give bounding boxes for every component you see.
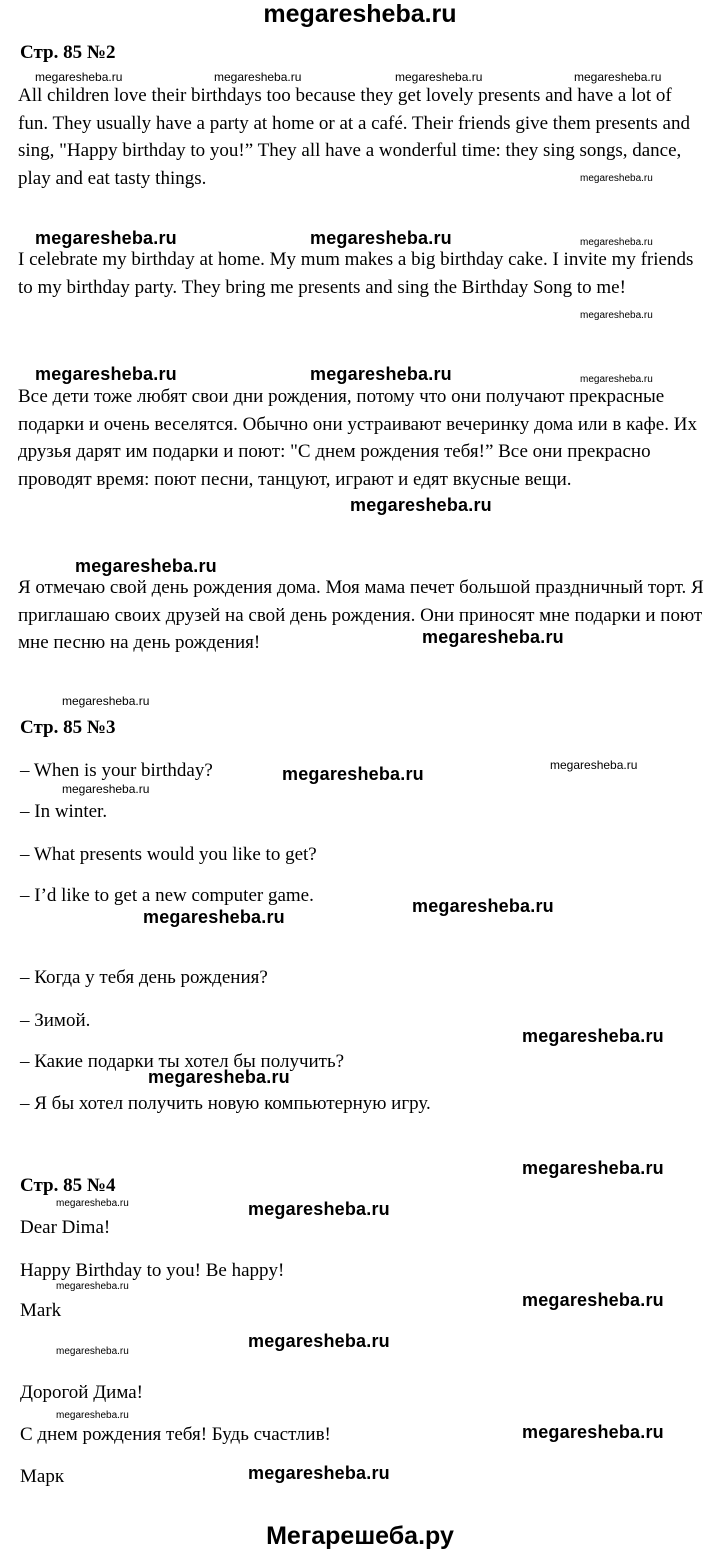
dialogue-line: – What presents would you like to get? (20, 844, 317, 865)
watermark: megaresheba.ru (248, 1331, 390, 1351)
watermark: megaresheba.ru (522, 1158, 664, 1178)
watermark: megaresheba.ru (412, 896, 554, 916)
letter-line: Happy Birthday to you! Be happy! (20, 1260, 285, 1281)
watermark: megaresheba.ru (580, 374, 653, 385)
exercise-3-heading: Стр. 85 №3 (20, 717, 116, 738)
exercise-2-paragraph-4: Я отмечаю свой день рождения дома. Моя мама печет большой праздничный торт. Я приглашаю своих друзей на свой день рождения. Они приносят мне подарки и поют мне песню на день рождения! (18, 577, 704, 653)
dialogue-line: – When is your birthday? (20, 760, 213, 781)
dialogue-line: – Какие подарки ты хотел бы получить? (20, 1051, 345, 1072)
exercise-4-heading: Стр. 85 №4 (20, 1175, 116, 1196)
watermark: megaresheba.ru (62, 694, 150, 708)
watermark: megaresheba.ru (310, 228, 452, 248)
letter-line: Дорогой Дима! (20, 1382, 143, 1403)
exercise-2-paragraph-2: I celebrate my birthday at home. My mum makes a big birthday cake. I invite my friends to my birthday party. They bring me presents and sing the Birthday Song to me! (18, 249, 694, 298)
watermark: megaresheba.ru (56, 1346, 129, 1357)
letter-line: Mark (20, 1300, 62, 1321)
watermark: megaresheba.ru (574, 70, 662, 84)
watermark: megaresheba.ru (522, 1290, 664, 1310)
letter-line: Dear Dima! (20, 1217, 111, 1238)
watermark: megaresheba.ru (580, 237, 653, 248)
watermark: megaresheba.ru (550, 758, 638, 772)
watermark: megaresheba.ru (214, 70, 302, 84)
letter-line: Марк (20, 1466, 65, 1487)
watermark: megaresheba.ru (282, 764, 424, 784)
letter-line: С днем рождения тебя! Будь счастлив! (20, 1424, 331, 1445)
watermark: megaresheba.ru (580, 310, 653, 321)
watermark: megaresheba.ru (310, 364, 452, 384)
watermark: megaresheba.ru (350, 495, 492, 515)
watermark: megaresheba.ru (248, 1463, 390, 1483)
dialogue-line: – I’d like to get a new computer game. (20, 885, 314, 906)
watermark: megaresheba.ru (522, 1026, 664, 1046)
watermark: megaresheba.ru (56, 1410, 129, 1421)
watermark: megaresheba.ru (522, 1422, 664, 1442)
watermark: megaresheba.ru (62, 782, 150, 796)
site-title: megaresheba.ru (263, 0, 457, 28)
watermark: megaresheba.ru (395, 70, 483, 84)
exercise-2-paragraph-1: All children love their birthdays too because they get lovely presents and have a lot of fun. They usually have a party at home or at a café. Their friends give them presents and sing, "Happy birthday to you!” They all have a wonderful time: they sing songs, dance, play and eat tasty things. (18, 85, 690, 189)
watermark: megaresheba.ru (148, 1067, 290, 1087)
dialogue-line: – Зимой. (20, 1010, 91, 1031)
watermark: megaresheba.ru (580, 173, 653, 184)
watermark: megaresheba.ru (35, 228, 177, 248)
exercise-2-paragraph-3: Все дети тоже любят свои дни рождения, потому что они получают прекрасные подарки и очень веселятся. Обычно они устраивают вечеринку дома или в кафе. Их друзья дарят им подарки и поют: "С днем рождения тебя!” Все они прекрасно проводят время: поют песни, танцуют, играют и едят вкусные вещи. (18, 386, 697, 490)
watermark: megaresheba.ru (56, 1198, 129, 1209)
dialogue-line: – In winter. (20, 801, 108, 822)
watermark: megaresheba.ru (248, 1199, 390, 1219)
dialogue-line: – Когда у тебя день рождения? (20, 967, 268, 988)
dialogue-line: – Я бы хотел получить новую компьютерную игру. (20, 1093, 431, 1114)
watermark: megaresheba.ru (75, 556, 217, 576)
watermark: megaresheba.ru (422, 627, 564, 647)
watermark: megaresheba.ru (143, 907, 285, 927)
watermark: megaresheba.ru (56, 1281, 129, 1292)
exercise-2-heading: Стр. 85 №2 (20, 42, 116, 63)
watermark: megaresheba.ru (35, 364, 177, 384)
watermark: megaresheba.ru (35, 70, 123, 84)
footer-title: Мегарешеба.ру (266, 1522, 454, 1550)
